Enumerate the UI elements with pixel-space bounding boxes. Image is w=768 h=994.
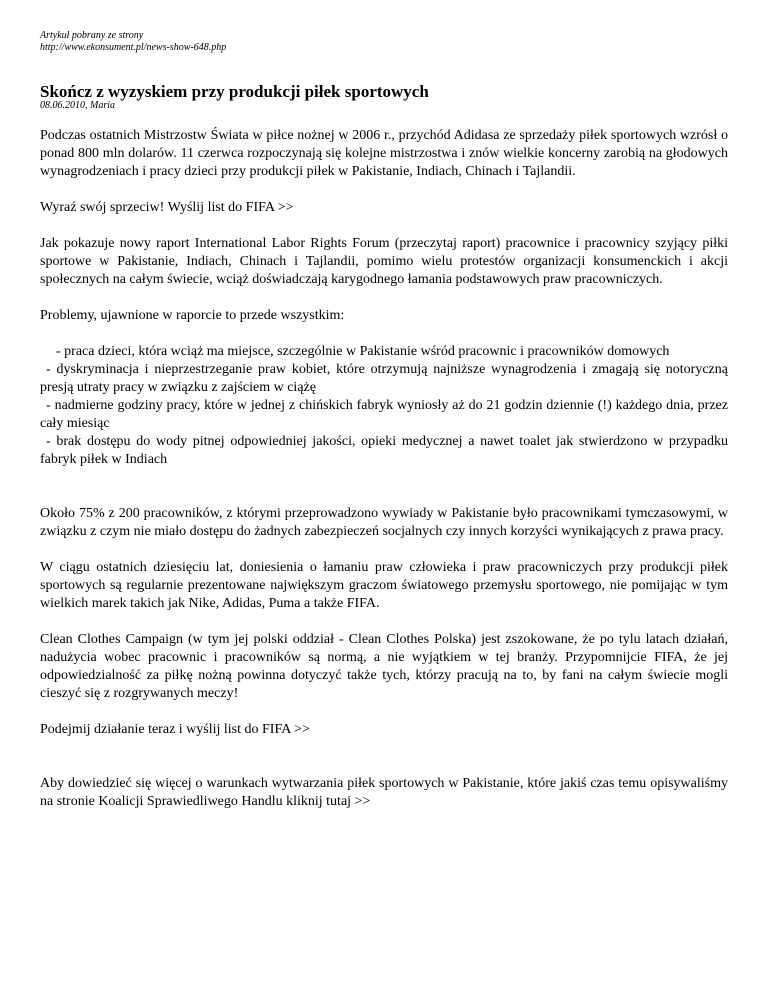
- article-date-author: 08.06.2010, Maria: [40, 100, 115, 111]
- problems-intro: Problemy, ujawnione w raporcie to przede wszystkim:: [40, 308, 345, 323]
- take-action-link[interactable]: Podejmij działanie teraz i wyślij list do FIFA >>: [40, 722, 310, 737]
- source-note: [40, 30, 728, 54]
- list-item: - dyskryminacja i nieprzestrzeganie praw kobiet, które otrzymują najniższe wynagrodzenia i zmagają się notoryczną presją utraty pracy w związku z zajściem w ciążę: [40, 362, 728, 395]
- ccc-paragraph: Clean Clothes Campaign (w tym jej polski oddział - Clean Clothes Polska) jest zszokowane, że po tylu latach działań, nadużycia wobec pracownic i pracowników są normą, a nie wyjątkiem w tej branży. Przypomnijcie FIFA, że jej odpowiedzialność za piłkę nożną powinna dotyczyć także tych, którzy pracują na to, by fani na całym świecie mogli cieszyć się z rozgrywanych meczy!: [40, 632, 728, 701]
- document-page: [40, 30, 728, 811]
- intro-paragraph: Podczas ostatnich Mistrzostw Świata w piłce nożnej w 2006 r., przychód Adidasa ze sprzedaży piłek sportowych wzrósł o ponad 800 mln dolarów. 11 czerwca rozpoczynają się kolejne mistrzostwa i znów wielkie koncerny zarobią na głodowych wynagrodzeniach i pracy dzieci przy produkcji piłek w Pakistanie, Indiach, Chinach i Tajlandii.: [40, 128, 728, 179]
- survey-paragraph: Około 75% z 200 pracowników, z którymi przeprowadzono wywiady w Pakistanie było pracownikami tymczasowymi, w związku z czym nie miało dostępu do żadnych zabezpieczeń socjalnych czy innych korzyści wynikających z prawa pracy.: [40, 506, 728, 539]
- list-item: - nadmierne godziny pracy, które w jednej z chińskich fabryk wyniosły aż do 21 godzin dziennie (!) każdego dnia, przez cały miesiąc: [40, 398, 728, 431]
- source-url: http://www.ekonsument.pl/news-show-648.php: [40, 42, 227, 53]
- fifa-letter-link[interactable]: Wyraź swój sprzeciw! Wyślij list do FIFA >>: [40, 200, 294, 215]
- problems-list: [40, 343, 728, 469]
- decade-paragraph: W ciągu ostatnich dziesięciu lat, doniesienia o łamaniu praw człowieka i praw pracowniczych przy produkcji piłek sportowych są regularnie prezentowane największym graczom światowego przemysłu sportowego, nie pomijając w tym wielkich marek takich jak Nike, Adidas, Puma a także FIFA.: [40, 560, 728, 611]
- more-info-paragraph[interactable]: Aby dowiedzieć się więcej o warunkach wytwarzania piłek sportowych w Pakistanie, które jakiś czas temu opisywaliśmy na stronie Koalicji Sprawiedliwego Handlu kliknij tutaj >>: [40, 776, 728, 809]
- list-item: - praca dzieci, która wciąż ma miejsce, szczególnie w Pakistanie wśród pracownic i pracowników domowych: [56, 344, 670, 359]
- report-paragraph: Jak pokazuje nowy raport International Labor Rights Forum (przeczytaj raport) pracownice i pracownicy szyjący piłki sportowe w Pakistanie, Indiach, Chinach i Tajlandii, pomimo wielu protestów organizacji konsumenckich i akcji społecznych na całym świecie, wciąż doświadczają karygodnego łamania podstawowych praw pracowniczych.: [40, 236, 728, 287]
- article-title: Skończ z wyzyskiem przy produkcji piłek sportowych: [40, 82, 429, 101]
- list-item: - brak dostępu do wody pitnej odpowiedniej jakości, opieki medycznej a nawet toalet jak stwierdzono w przypadku fabryk piłek w Indiach: [40, 434, 728, 467]
- source-label: Artykuł pobrany ze strony: [40, 30, 144, 41]
